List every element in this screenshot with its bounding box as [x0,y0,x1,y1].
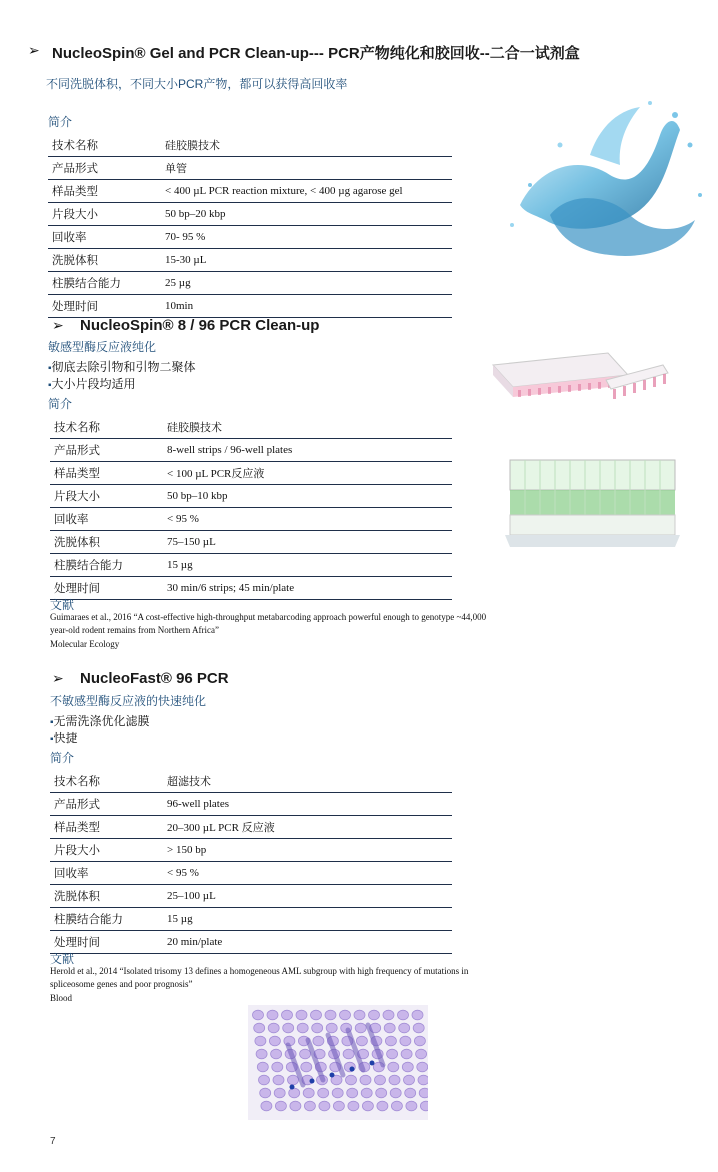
plate-well [418,1075,428,1085]
plate-well [375,1075,386,1085]
spec-value: < 95 % [167,862,452,885]
spec-key: 片段大小 [50,485,167,508]
spec-value: < 95 % [167,508,452,531]
spec-value: 20 min/plate [167,931,452,954]
spec-row [50,462,452,485]
spec-key: 技术名称 [50,416,167,439]
spec-value: 50 bp–10 kbp [167,485,452,508]
spec-key: 样品类型 [48,180,165,203]
spec-row [48,226,452,249]
plate-well [261,1101,272,1111]
plate-well [260,1088,271,1098]
spec-row [48,157,452,180]
section3-spec-table [50,770,452,954]
plate-well [356,1036,367,1046]
plate-well [267,1010,278,1020]
plate-well [256,1049,267,1059]
water-splash-image [500,95,710,265]
plate-well [254,1023,265,1033]
plate-well [348,1101,359,1111]
spec-value: < 400 µL PCR reaction mixture, < 400 µg agarose gel [165,180,452,203]
spec-value: 75–150 µL [167,531,452,554]
section3-subtitle: 不敏感型酶反应液的快速纯化 [50,694,207,708]
spec-row [50,839,452,862]
spec-value: 70- 95 % [165,226,452,249]
section2-spec-table [50,416,452,600]
plate-well [343,1049,354,1059]
plate-well [387,1049,398,1059]
section1-spec-table [48,134,452,318]
plate-well [405,1088,416,1098]
spec-row [50,439,452,462]
plate-well [417,1062,428,1072]
plate-well [347,1088,358,1098]
plate-well [388,1062,399,1072]
spec-row [48,272,452,295]
spec-value: 10min [165,295,452,318]
section3-ref-line-1: Herold et al., 2014 “Isolated trisomy 13 defines a homogeneous AML subgroup with high frequency of mutations in [50,966,469,976]
plate-well [355,1023,366,1033]
plate-well [300,1049,311,1059]
plate-well [398,1010,409,1020]
plate-well [383,1010,394,1020]
spec-key: 洗脱体积 [48,249,165,272]
section2-bullet-2 [48,375,136,392]
spec-key: 产品形式 [50,793,167,816]
section2-intro-label: 简介 [48,397,73,411]
section3-bullet-1-text: 无需洗涤优化滤膜 [53,714,150,728]
bullet-dot-icon: ▪ [48,363,52,374]
section3-ref-journal: Blood [50,993,73,1003]
spec-key: 片段大小 [48,203,165,226]
plate-well [304,1101,315,1111]
spec-value: 单管 [165,157,452,180]
spec-row [50,531,452,554]
plate-well [384,1023,395,1033]
section3-bullet-1 [50,712,150,729]
spec-row [50,554,452,577]
plate-well [412,1010,423,1020]
plate-well [385,1036,396,1046]
plate-well [402,1062,413,1072]
plate-well [255,1036,266,1046]
spec-key: 柱膜结合能力 [48,272,165,295]
spec-row [48,134,452,157]
spec-value: > 150 bp [167,839,452,862]
section3-ref-line-2: spliceosome genes and poor prognosis” [50,979,193,989]
section2-ref-journal: Molecular Ecology [50,639,120,649]
plate-well [311,1010,322,1020]
spec-row [50,885,452,908]
plate-well [283,1023,294,1033]
spec-key: 处理时间 [50,931,167,954]
plate-well [313,1036,324,1046]
spec-row [50,862,452,885]
plate-well [340,1010,351,1020]
plate-well [274,1088,285,1098]
section3-ref-label: 文献 [50,952,75,966]
spec-value: 15-30 µL [165,249,452,272]
section3-arrow-icon: ➢ [52,670,64,686]
spec-key: 回收率 [48,226,165,249]
plate-well [414,1036,425,1046]
plate-well [362,1101,373,1111]
section3-title: NucleoFast® 96 PCR [80,670,229,687]
plate-well [399,1023,410,1033]
plate-well [269,1036,280,1046]
plate-well [332,1088,343,1098]
spec-key: 技术名称 [48,134,165,157]
plate-well [257,1062,268,1072]
section2-bullet-2-text: 大小片段均适用 [51,377,136,391]
plate-well [259,1075,270,1085]
spec-key: 样品类型 [50,462,167,485]
spec-row [50,508,452,531]
spec-key: 样品类型 [50,816,167,839]
page-number: 7 [50,1136,56,1147]
plate-well [290,1101,301,1111]
section2-subtitle: 敏感型酶反应液纯化 [48,340,157,354]
plate-well [391,1101,402,1111]
bullet-dot-icon: ▪ [50,717,54,728]
spec-row [50,416,452,439]
plate-well [420,1101,428,1111]
plate-well [289,1088,300,1098]
plate-well [288,1075,299,1085]
plate-well [389,1075,400,1085]
spec-key: 处理时间 [50,577,167,600]
spec-value: 15 µg [167,908,452,931]
spec-value: 硅胶膜技术 [165,134,452,157]
plate-well [361,1088,372,1098]
plate-well [296,1010,307,1020]
spec-value: 超滤技术 [167,770,452,793]
section2-ref-label: 文献 [50,598,75,612]
spec-value: 96-well plates [167,793,452,816]
spec-key: 回收率 [50,508,167,531]
spec-row [48,249,452,272]
plate-well [400,1036,411,1046]
plate-well [333,1101,344,1111]
spec-row [50,908,452,931]
spec-value: 30 min/6 strips; 45 min/plate [167,577,452,600]
spec-key: 洗脱体积 [50,885,167,908]
section2-ref-line-1: Guimaraes et al., 2016 “A cost-effective high-throughput metabarcoding approach powerful enough to genotype ~44,000 [50,612,487,622]
spec-value: 硅胶膜技术 [167,416,452,439]
plate-well [346,1075,357,1085]
plate-well [406,1101,417,1111]
spec-key: 回收率 [50,862,167,885]
section1-intro-label: 简介 [48,115,73,129]
spec-row [48,203,452,226]
spec-key: 柱膜结合能力 [50,908,167,931]
plate-well [369,1010,380,1020]
nucleofast-plate-image [248,1005,428,1120]
section1-subtitle: 不同洗脱体积，不同大小PCR产物，都可以获得高回收率 [46,77,348,91]
bullet-dot-icon: ▪ [48,380,52,391]
spec-value: 8-well strips / 96-well plates [167,439,452,462]
spec-row [50,577,452,600]
section2-arrow-icon: ➢ [52,317,64,333]
plate-well [354,1010,365,1020]
spec-key: 产品形式 [48,157,165,180]
spec-value: 50 bp–20 kbp [165,203,452,226]
plate-well [390,1088,401,1098]
spec-value: 20–300 µL PCR 反应液 [167,816,452,839]
section1-title: NucleoSpin® Gel and PCR Clean-up--- PCR产物纯化和胶回收--二合一试剂盒 [52,45,580,62]
section2-title: NucleoSpin® 8 / 96 PCR Clean-up [80,317,320,334]
plate-well [319,1101,330,1111]
spec-key: 柱膜结合能力 [50,554,167,577]
plate-well [360,1075,371,1085]
plate-well [377,1101,388,1111]
spec-row [50,816,452,839]
spec-row [50,793,452,816]
spec-row [50,931,452,954]
plate-well [318,1088,329,1098]
pcr-strips-image [488,345,678,410]
spec-value: 25–100 µL [167,885,452,908]
plate-well [301,1062,312,1072]
plate-well [376,1088,387,1098]
section3-intro-label: 简介 [50,751,75,765]
plate-well [413,1023,424,1033]
plate-well [404,1075,415,1085]
plate-well [272,1062,283,1072]
plate-well [416,1049,427,1059]
plate-well [253,1010,264,1020]
plate-well [282,1010,293,1020]
section3-bullet-2-text: 快捷 [53,731,78,745]
plate-well [297,1023,308,1033]
spec-value: 15 µg [167,554,452,577]
plate-well [271,1049,282,1059]
plate-well [303,1088,314,1098]
spec-key: 洗脱体积 [50,531,167,554]
section2-bullet-1 [48,358,196,375]
spec-key: 产品形式 [50,439,167,462]
bullet-dot-icon: ▪ [50,734,54,745]
section2-ref-line-2: year-old rodent remains from Northern Africa” [50,625,220,635]
spec-key: 处理时间 [48,295,165,318]
spec-value: 25 µg [165,272,452,295]
plate-well [275,1101,286,1111]
plate-well [268,1023,279,1033]
plate-well [401,1049,412,1059]
plate-well [326,1023,337,1033]
section1-arrow-icon: ➢ [28,42,40,58]
spec-row [50,485,452,508]
plate-well [312,1023,323,1033]
spec-value: < 100 µL PCR反应液 [167,462,452,485]
section3-bullet-2 [50,729,78,746]
section2-bullet-1-text: 彻底去除引物和引物二聚体 [51,360,196,374]
spec-key: 技术名称 [50,770,167,793]
spec-key: 片段大小 [50,839,167,862]
plate-well [419,1088,428,1098]
plate-well [273,1075,284,1085]
plate-well [325,1010,336,1020]
96-well-plate-image [505,455,680,550]
spec-row [48,180,452,203]
spec-row [50,770,452,793]
spec-row [48,295,452,318]
